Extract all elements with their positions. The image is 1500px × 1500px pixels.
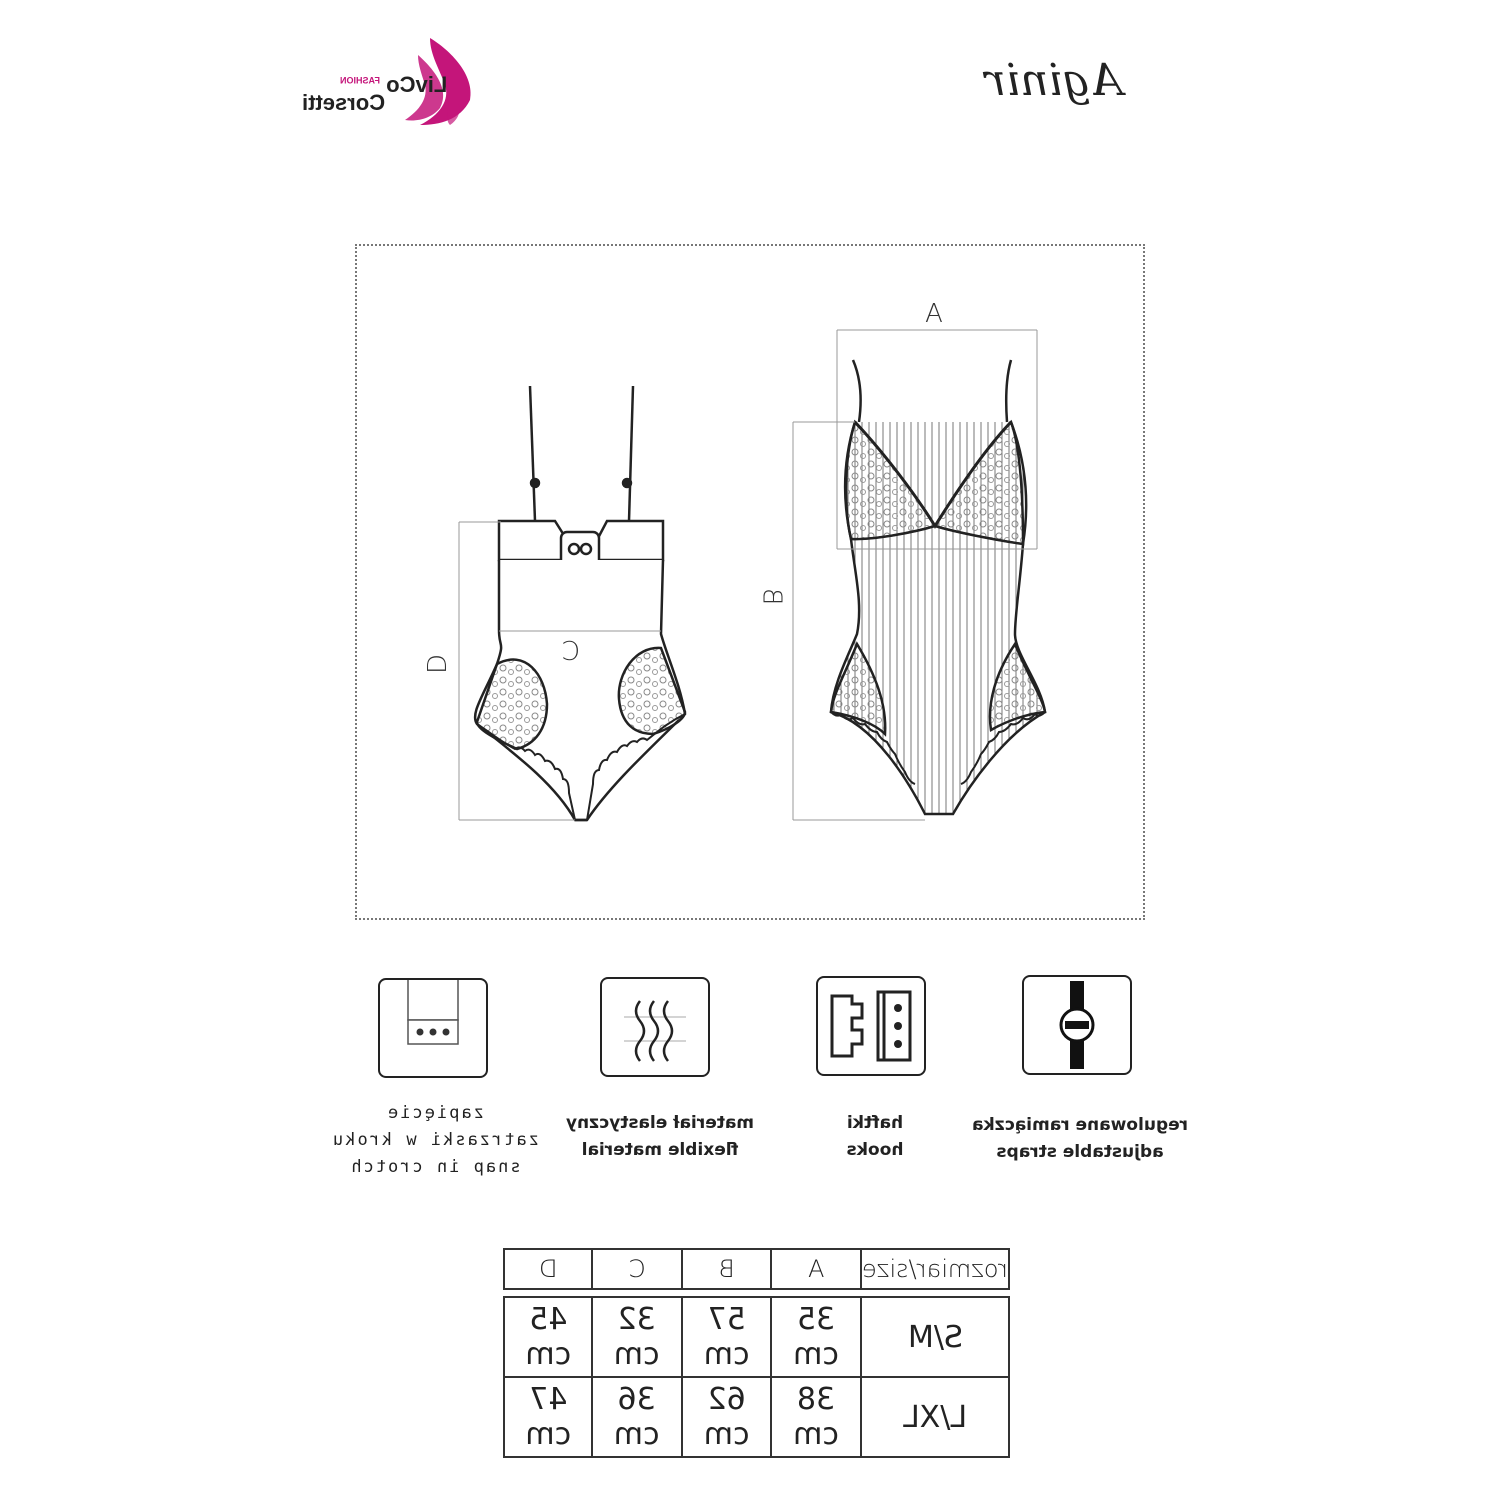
size-table: [503, 1248, 1010, 1458]
adjustable-straps-icon: [1022, 975, 1132, 1075]
header-b: B: [718, 1255, 735, 1283]
header-size: rozmiar/size: [862, 1255, 1008, 1283]
hooks-icon: [816, 976, 926, 1076]
size-table-header: [504, 1249, 1009, 1289]
brand-signature-text: Aginir: [985, 55, 1123, 106]
dimension-label-c: C: [562, 637, 581, 667]
logo-line1: LivCo: [386, 72, 448, 97]
snap-crotch-icon: [378, 978, 488, 1078]
front-view: [831, 360, 1045, 814]
dimension-label-a: A: [925, 299, 943, 329]
header-a: A: [807, 1255, 825, 1283]
feature-label-hooks: haftki hooks: [846, 1113, 904, 1160]
back-view: [475, 386, 685, 820]
table-row: 45 cm 32 cm 57 cm 35 cm S/M: [504, 1297, 1009, 1377]
feature-label-straps: regulowane ramiączka adjustable straps: [971, 1115, 1189, 1162]
brand-signature: [985, 55, 1145, 155]
header-c: C: [628, 1255, 646, 1283]
feature-label-snap: zapięcie zatrzaski w kroku snap in crotch: [331, 1103, 539, 1177]
table-row: 47 cm 36 cm 62 cm 38 cm L/XL: [504, 1377, 1009, 1457]
header-d: D: [538, 1255, 558, 1283]
feature-label-flexible: materiał elastyczny flexible material: [565, 1113, 755, 1160]
dimension-label-d: D: [420, 653, 451, 675]
dimension-label-b: B: [756, 588, 787, 606]
flexible-material-icon: [600, 977, 710, 1077]
logo-line2: Corsetti: [302, 90, 386, 115]
bodysuit-illustration: [355, 244, 1145, 920]
garment-drawing: [355, 244, 1145, 920]
brand-logo: [300, 30, 480, 130]
logo-line1-small: FASHION: [340, 75, 381, 86]
